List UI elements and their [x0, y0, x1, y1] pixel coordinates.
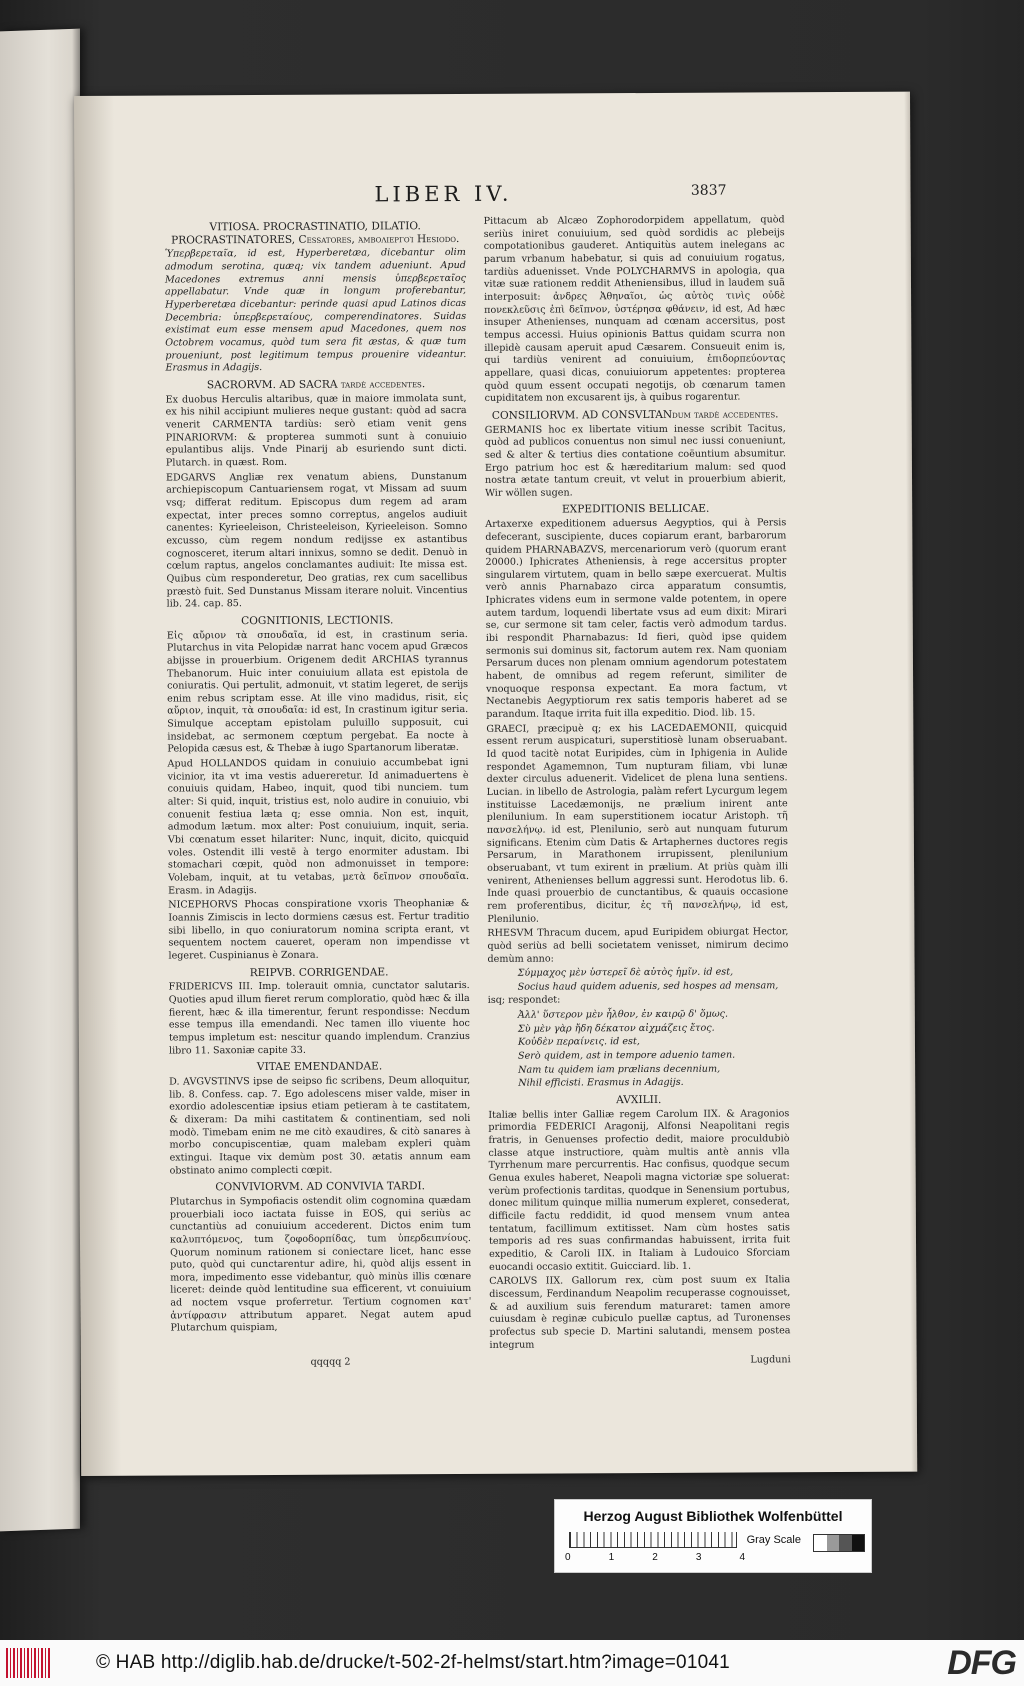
verse-line: Nihil efficisti. Erasmus in Adagijs. — [518, 1077, 684, 1090]
running-head-title: LIBER IV. — [374, 181, 513, 207]
verse-line: Socius haud quidem aduenis, sed hospes ad mensam, — [517, 980, 779, 993]
page-number: 3837 — [690, 182, 727, 199]
verse-line: Σύμμαχος μὲν ὑστερεῖ δὲ αὐτὸς ἡμῖν. id est, — [517, 966, 734, 979]
section-heading: VITAE EMENDANDAE. — [256, 1060, 383, 1074]
text-paragraph: D. AVGVSTINVS ipse de seipso fic scribens, Deum alloquitur, lib. 8. Confess. cap. 7. Ego adolescens miser valde, miser in exordio adolescentiæ ipsius etiam petieram à te castitatem, & dixeram: Da mihi castitatem & continentiam, sed noli modò. Timebam enim ne me citò exaudires, & citò sanares à morbo concupiscentiæ, quam malebam expleri quàm extingui. Itaque vix demùm post 30. ætatis annum eam obstinato animo complecti cœpit. — [169, 1074, 471, 1177]
target-title: Herzog August Bibliothek Wolfenbüttel — [583, 1508, 843, 1524]
section-heading: VITIOSA. PROCRASTINATIO, DILATIO. PROCRASTINATORES, Cessatores, ἀμβολιεργοὶ Hesiodo. — [171, 220, 460, 247]
verse-line: Serò quidem, ast in tempore aduenio tamen. — [518, 1049, 736, 1062]
text-paragraph: isq; respondet: — [487, 994, 561, 1007]
tick-label: 1 — [608, 1552, 615, 1563]
gray-swatch — [852, 1535, 865, 1551]
text-paragraph: Apud HOLLANDOS quidam in conuiuio accumbebat igni vicinior, ita vt ima vestis aduereretur. Id animaduertens è conuiuis quidam, Habeo, inquit, quod tibi nunciem. tum alter: Si quid, inquit, tristius est, nolo audire in conuiuio, vbi conuenit festiua læta q; esse omnia. Non est, inquit, admodum lætum. mox alter: Post conuiuium, inquit, seria. Vbi cœnatum esset hilariter: Nunc, inquit, dicito, quicquid voles. Ostendit illi vestē à tergo enormiter adustam. Ibi stomachari cœpit, quòd non admonuisset in tempore: Volebam, inquit, at tu vetabas, μετὰ δεῖπνον σπουδαῖα. Erasm. in Adagijs. — [167, 757, 470, 897]
verse-line: Ἀλλ' ὕστερον μὲν ἦλθον, ἐν καιρῷ δ' ὅμως. — [517, 1008, 729, 1021]
text-paragraph: Ex duobus Herculis altaribus, quæ in maiore immolata sunt, ex his nihil accipiunt mulieres neque gustant: quòd ad sacra venerit CARMENTA tardiùs: serò etiam venit gens PINARIORVM: & propterea summoti sunt à conuiuio epulantibus alijs. Vnde Pinarij ab esuriendo sunt dicti. Plutarch. in quæst. Rom. — [165, 392, 467, 469]
tick-label: 3 — [695, 1552, 702, 1563]
ruler-ticks — [565, 1552, 745, 1563]
page-footer — [171, 1354, 791, 1368]
text-paragraph: GERMANIS hoc ex libertate vitium inesse scribit Tacitus, quòd ad publicos conuentus non simul nec iussi conueniunt, sed & alter & tertius dies contatione coëuntium absumitur. Ergo patrium hoc est & hæreditarium malum: sed quod nostra ætate tantum creuit, vt velut in prouerbium abierit, Wir wöllen sugen. — [484, 422, 787, 499]
tick-label: 2 — [652, 1552, 658, 1563]
color-target — [554, 1499, 872, 1573]
text-paragraph: FRIDERICVS III. Imp. tolerauit omnia, cunctator salutaris. Quoties apud illum fieret rerum comploratio, quòd hæc & illa fierent, hæc & illa timerentur, ferunt respondisse: Necdum esse tempus illa emendandi. Nec tamen illo viuente hoc tempus impletum est: nescitur quando implendum. Cranzius libro 11. Saxoniæ capite 33. — [168, 980, 470, 1057]
text-columns — [165, 214, 791, 1355]
section-heading: REIPVB. CORRIGENDAE. — [249, 965, 389, 979]
verse-line: Nam tu quidem iam prælians decennium, — [518, 1063, 721, 1076]
tick-label: 0 — [565, 1552, 571, 1563]
text-paragraph: GRAECI, præcipuè q; ex his LACEDAEMONII, quicquid essent rerum auspicaturi, superstitiosè lunam obseruabant. Id quod tacitè notat Euripides, cùm in Iphigenia in Aulide respondet Agamemnon, Tum nupturam filiam, vbi lunæ dexter circulus aduenerit. Videlicet de plena luna sentiens. Lucian. in libello de Astrologia, palàm refert Lycurgum legem instituisse Lacedæmonijs, ne prælium inirent ante plenilunium. In eam superstitionem iocatur Aristoph. τῆ πανσελήνῳ. id est, Plenilunio, serò aut nunquam futurum significans. Etenim cùm Datis & Artaphernes ductores regis Persarum, in Marathonem irrupissent, plenilunium obseruabant, vt tum exirent in prælium. At priùs quàm illi venirent, Athenienses bellum aggressi sunt. Herodotus lib. 6. Inde quasi prouerbio de cunctantibus, & quauis occasione rem proferentibus, dicitur, ἐς τῆ πανσελήνῳ, id est, Plenilunio. — [486, 721, 789, 925]
section-heading: COGNITIONIS, LECTIONIS. — [241, 614, 394, 627]
text-paragraph: Plutarchus in Sympofiacis ostendit olim cognomina quædam prouerbiali ioco iactata fuisse in EOS, qui seriùs ac cunctantiùs ad conuiuium accederent. Dictos enim tum καλυπτόμενος, tum ζοφοδορπίδας, tum ὑπερδειπνίους. Quorum nominum rationem si coniectare licet, hanc esse puto, quòd qui cunctarentur adire, hi, quòd alijs essent in mora, impedimento esse videbantur, quò minùs illis cœnare liceret: deinde quòd lentitudine sua efficerent, vt conuiuium ad noctem vsque proferretur. Tertium cognomen κατ' ἀντίφρασιν attributum apparet. Negat autem apud Plutarchum quispiam, — [169, 1194, 472, 1334]
signature-mark: qqqqq 2 — [310, 1356, 351, 1369]
text-paragraph: EDGARVS Angliæ rex venatum abiens, Dunstanum archiepiscopum Cantuariensem rogat, vt Missam ad suum vsq; differat reditum. Episcopus dum regem ad aram expectat, inter preces somno correptus, angelos audiuit canentes: Kyrieeleison, Christeeleison, Kyrieeleison. Somno excusso, cùm regem nondum redijsse ex astantibus cognosceret, iterum altari innixus, somno se dedit. Denuò in cœlum raptus, angelos conclamantes audiuit: Ite missa est. Quibus cùm responderetur, Deo gratias, rex cum sacellibus præstò fuit. Sed Dunstanus Missam iterare noluit. Vincentius lib. 24. cap. 85. — [165, 470, 468, 610]
gray-scale-swatches — [813, 1534, 865, 1552]
book-page — [74, 92, 917, 1476]
verse-line: Σὺ μὲν γὰρ ἤδη δέκατον αἰχμάζεις ἔτος. — [517, 1022, 715, 1035]
gray-scale-label: Gray Scale — [746, 1534, 801, 1546]
text-paragraph: Pittacum ab Alcæo Zophorodorpidem appellatum, quòd seriùs iniret conuiuium, sed quòd sordidis ac plebeijs compotationibus gauderet. Antiquitùs autem inelegans ac parum vrbanum habebatur, si quis ad conuiuium rogatus, tardiùs aduenisset. Vnde POLYCHARMVS in apologia, qua vitæ suæ rationem reddit Atheniensibus, illud in laudem suã interposuit: ἀνδρες Ἀθηναῖοι, ὡς αὐτὸς τινὶς οὐδὲ πονεκλεῦσις ἐπὶ δεῖπνον, ὑστέρησα φθάνειν, id est, Ad hæc insuper Athenienses, nunquam ad cœnam accersitus, post tempus accessi. Huius opinionis Battus quidam scurra non illepidè causam aperuit apud Cæsarem. Consueuit enim is, qui tardiùs venirent ad conuiuium, ἐπιδορπεύοντας appellare, quasi dicas, conuiuiorum appetentes: propterea quòd quum essent occupati negotijs, ob cœnarum tamen cupiditatem non excusarent ijs, à quibus rogarentur. — [483, 214, 786, 405]
catchword: Lugduni — [750, 1354, 791, 1366]
italic-paragraph: Ὑπερβερεταῖα, id est, Hyperberetæa, dicebantur olim admodum serotina, quæq; vix tandem adueniunt. Apud Macedones extremus anni mensis ὑπερβερεταῖος appellabatur. Vnde quæ in longum proferebantur, Hyperberetæa dicebantur: perinde quasi apud Latinos dicas Decembria: ὑπερβερεταίους, comperendinatores. Suidas existimat eum esse mensem apud Macedones, quem nos Octobrem vocamus, quòd tum sera fit æstas, & quæ tum proueniunt, post legitimum tempus prouenire videantur. Erasmus in Adagijs. — [164, 247, 467, 374]
gray-swatch — [839, 1535, 852, 1551]
text-paragraph: CAROLVS IIX. Gallorum rex, cùm post suum ex Italia discessum, Ferdinandum Neapolim recuperasse cognouisset, & ad auxilium suis ferendum maturaret: tamen amore cuiusdam è reginæ cubiculo puellæ captus, ad Turonenses profectus sub specie D. Martini salutandi, mensem postea integrum — [489, 1274, 791, 1351]
permalink-text[interactable]: © HAB http://diglib.hab.de/drucke/t-502-2f-helmst/start.htm?image=01041 — [96, 1652, 730, 1673]
facing-page-edge — [0, 29, 80, 1532]
verse-line: Κοὐδὲν περαίνεις. id est, — [517, 1036, 640, 1049]
gray-swatch — [814, 1535, 827, 1551]
section-heading: SACRORVM. AD SACRA tardè accedentes. — [206, 378, 426, 392]
text-paragraph: RHESVM Thracum ducem, apud Euripidem obiurgat Hector, quòd seriùs ad belli societatem venisset, nimirum decimo demùm anno: — [487, 926, 789, 965]
section-heading: AVXILII. — [616, 1094, 662, 1107]
text-paragraph: Italiæ bellis inter Galliæ regem Carolum IIX. & Aragonios primordia FEDERICI Aragonij, Alfonsi Neapolitani regis fratris, in Genuenses profectio dedit, maiore proculdubiò classe atque instructiore, quàm multis antè annis vlla Tyrrhenum mare percurrentis. Hac confisus, quodque secum Genua exules haberet, Neapoli magna victoriæ spe soluerat: verùm profectionis tarditas, quodque in Senensium portubus, donec militum quinque millia numerum expleret, consederat, difficile factu reddidit, id quod mensem vnum antea tentatum, facillimum extitisset. Nam cùm hostes satis temporis ad res suas confirmandas habuissent, irrita fuit expeditio, & Caroli IIX. in Italiam à Ludouico Sforciam euocandi occasio extitit. Guicciard. lib. 1. — [488, 1108, 791, 1273]
barcode-icon — [6, 1648, 52, 1678]
section-heading: CONVIVIORVM. AD CONVIVIA TARDI. — [215, 1180, 426, 1194]
scale-ruler — [569, 1532, 737, 1548]
gray-swatch — [827, 1535, 840, 1551]
dfg-logo: DFG — [947, 1643, 1016, 1682]
tick-label: 4 — [739, 1552, 745, 1563]
left-column — [165, 216, 472, 1356]
status-bar — [0, 1640, 1024, 1686]
right-column — [484, 214, 791, 1354]
text-paragraph: NICEPHORVS Phocas conspiratione vxoris Theophaniæ & Ioannis Zimiscis in lecto dormiens cæsus est. Fertur traditio sibi libello, in quo coniuratorum nomina scripta erant, vt sequentem noctem caueret, operam non impendisse vt legeret. Cuspinianus è Zonara. — [168, 898, 470, 962]
text-paragraph: Artaxerxe expeditionem aduersus Aegyptios, qui à Persis defecerant, suscipiente, duces copiarum erant, barbarorum quidem PHARNABAZVS, mercenariorum verò (quorum erant 20000.) Iphicrates Atheniensis, à rege accersitus propter singularem virtutem, quam in bello sæpe exercuerat. Multis verò annis Pharnabazo circa apparatum consumtis, Iphicrates videns eum in sermone valde potentem, in opere autem tardum, loquendi libertate vsus ad eum dixit: Mirari se, cur sermone sit tam celer, factis verò admodum tardus. ibi respondit Pharnabazus: Id fieri, quòd ipse quidem sermonis sui dominus sit, factorum autem rex. Nam quoniam Persarum duces non plenam omnium agendorum potestatem habent, de omnibus ad regem referunt, similiter de vnoquoque responsa expectant. Ea mora factum, vt Nectanebis Aegyptiorum rex satis temporis haberet ad se parandum. Itaque irrita fuit illa expeditio. Diod. lib. 15. — [485, 517, 788, 720]
section-heading: CONSILIORVM. AD CONSVLTANdum tardè accedentes. — [491, 408, 779, 422]
section-heading: EXPEDITIONIS BELLICAE. — [561, 503, 710, 516]
text-paragraph: Εἰς αὔριον τὰ σπουδαῖα, id est, in crastinum seria. Plutarchus in vita Pelopidæ narrat hanc vocem apud Græcos abijsse in prouerbium. Origenem dedit ARCHIAS tyrannus Thebanorum. Huic inter conuiuium allata est epistola de coniuratis. Qui pertulit, admonuit, vt statim legeret, de serijs enim rebus scriptam esse. At ille vino madidus, risit, εἰς αὔριον, inquit, τὰ σπουδαῖα: id est, In crastinum igitur seria. Simulque acceptam epistolam puluillo supposuit, cui insidebat, ac sermonem cœptum pergebat. Ea nocte à Pelopida cæsus est, & Thebæ à iugo Spartanorum liberatæ. — [166, 628, 469, 755]
running-head — [114, 180, 876, 212]
